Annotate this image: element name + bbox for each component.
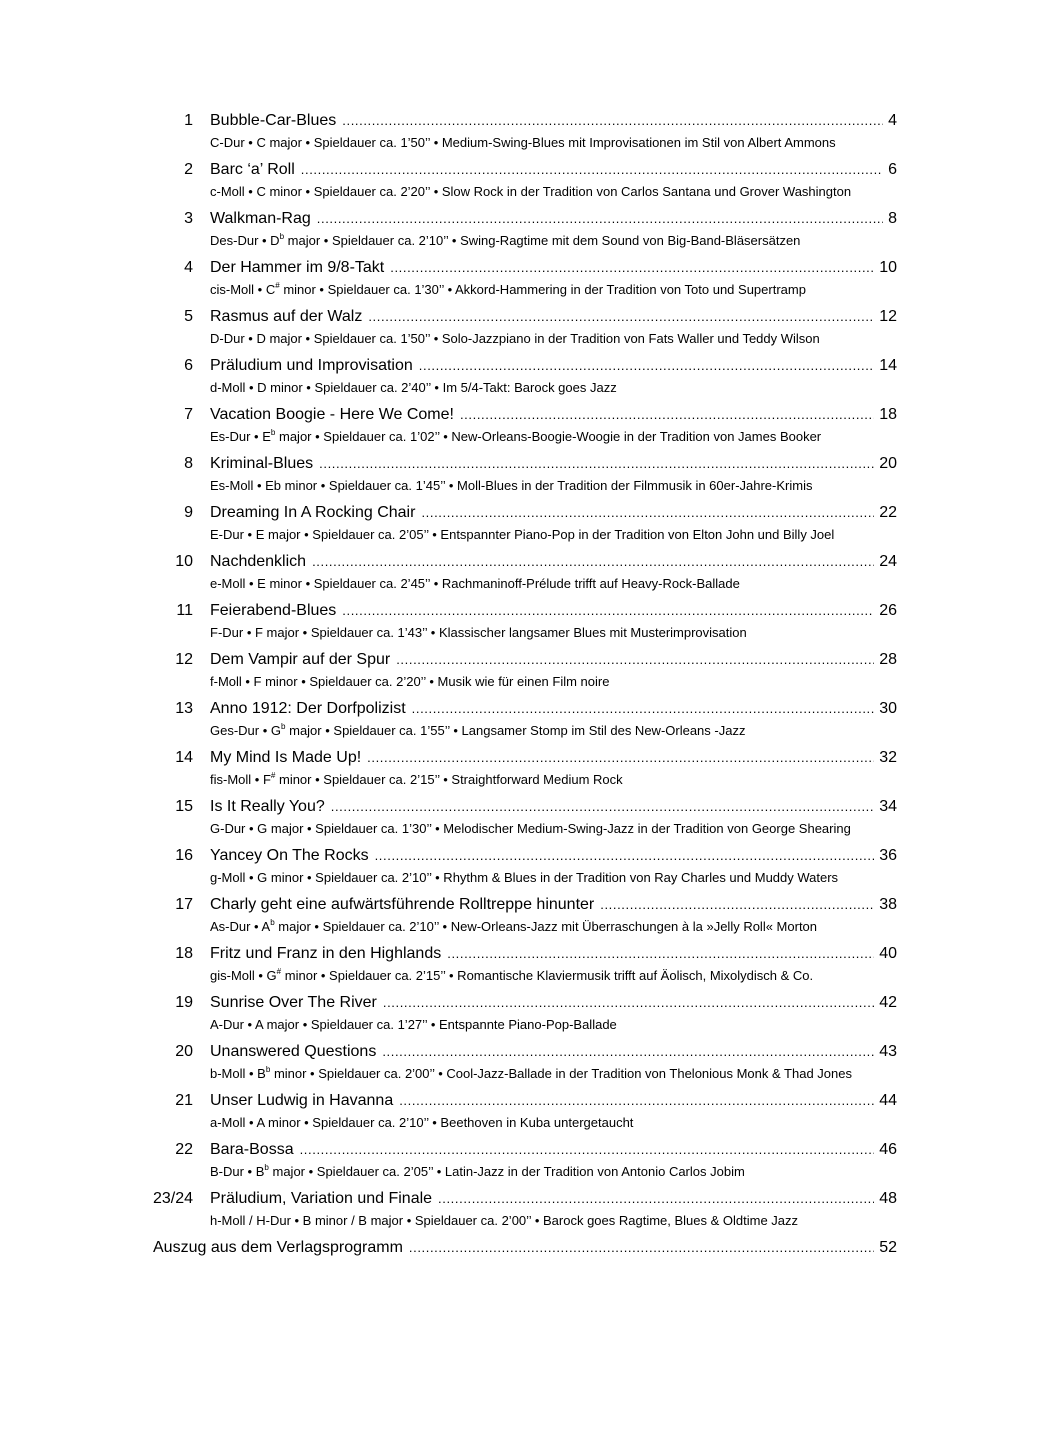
entry-title-row xyxy=(145,1139,897,1161)
entry-subtitle: Des-Dur • $D^b$ major • Spieldauer ca. 2’10’’ • Swing-Ragtime mit dem Sound von Big-Band-Bläsersätzen xyxy=(210,231,801,248)
toc-entry xyxy=(145,208,897,251)
toc-entry xyxy=(145,502,897,545)
entry-title-row xyxy=(145,1090,897,1112)
entry-title: Rasmus auf der Walz xyxy=(210,308,363,325)
entry-subtitle: B-Dur • $B^b$ major • Spieldauer ca. 2’05’’ • Latin-Jazz in der Tradition von Antonio Carlos Jobim xyxy=(210,1162,745,1179)
entry-title: Präludium, Variation und Finale xyxy=(210,1190,433,1207)
entry-page-number: 43 xyxy=(879,1043,897,1060)
entry-subtitle: C-Dur • C major • Spieldauer ca. 1’50’’ • Medium-Swing-Blues mit Improvisationen im Stil von Albert Ammons xyxy=(210,135,836,150)
entry-title-row xyxy=(145,306,897,328)
entry-page-number: 36 xyxy=(879,847,897,864)
entry-page-number: 20 xyxy=(879,455,897,472)
toc-entry xyxy=(145,1139,897,1182)
entry-title-row xyxy=(145,110,897,132)
toc-entry xyxy=(145,404,897,447)
entry-dot-leader xyxy=(317,208,883,230)
entry-dot-leader xyxy=(438,1188,874,1210)
entry-title-row xyxy=(145,845,897,867)
entry-page-number: 38 xyxy=(879,896,897,913)
entry-title-row xyxy=(145,649,897,671)
entry-title: Unanswered Questions xyxy=(210,1043,377,1060)
entry-title: Charly geht eine aufwärtsführende Rolltreppe hinunter xyxy=(210,896,595,913)
entry-page-number: 48 xyxy=(879,1190,897,1207)
entry-page-number: 14 xyxy=(879,357,897,374)
entry-number: 14 xyxy=(175,749,193,766)
entry-title-row xyxy=(145,894,897,916)
entry-page-number: 32 xyxy=(879,749,897,766)
entry-subtitle: D-Dur • D major • Spieldauer ca. 1’50’’ • Solo-Jazzpiano in der Tradition von Fats Waller und Teddy Wilson xyxy=(210,331,820,346)
entry-subtitle: f-Moll • F minor • Spieldauer ca. 2’20’’ • Musik wie für einen Film noire xyxy=(210,674,610,689)
entry-page-number: 46 xyxy=(879,1141,897,1158)
entry-title-row xyxy=(145,698,897,720)
entry-number: 4 xyxy=(184,259,193,276)
entry-dot-leader xyxy=(421,502,874,524)
entry-page-number: 10 xyxy=(879,259,897,276)
entry-title-row xyxy=(145,1188,897,1210)
entry-subtitle: Ges-Dur • $G^b$ major • Spieldauer ca. 1’55’’ • Langsamer Stomp im Stil des New-Orleans -Jazz xyxy=(210,721,746,738)
entry-title: Kriminal-Blues xyxy=(210,455,314,472)
entry-dot-leader xyxy=(367,747,874,769)
entry-title-row xyxy=(145,502,897,524)
entry-subtitle: d-Moll • D minor • Spieldauer ca. 2’40’’ • Im 5/4-Takt: Barock goes Jazz xyxy=(210,380,617,395)
entry-number: 15 xyxy=(175,798,193,815)
toc-entry xyxy=(145,649,897,692)
footer-page-number: 52 xyxy=(879,1239,897,1256)
entry-number: 19 xyxy=(175,994,193,1011)
toc-entry xyxy=(145,453,897,496)
entry-number: 17 xyxy=(175,896,193,913)
entry-page-number: 34 xyxy=(879,798,897,815)
entry-subtitle: fis-Moll • F# minor • Spieldauer ca. 2’15’’ • Straightforward Medium Rock xyxy=(210,770,623,787)
entry-title: Dem Vampir auf der Spur xyxy=(210,651,391,668)
entry-dot-leader xyxy=(600,894,874,916)
entry-page-number: 42 xyxy=(879,994,897,1011)
toc-entry xyxy=(145,1188,897,1231)
toc-entry xyxy=(145,355,897,398)
footer-row xyxy=(145,1237,897,1259)
entry-number: 18 xyxy=(175,945,193,962)
entry-subtitle: e-Moll • E minor • Spieldauer ca. 2’45’’ • Rachmaninoff-Prélude trifft auf Heavy-Rock-Ballade xyxy=(210,576,740,591)
entry-number: 22 xyxy=(175,1141,193,1158)
entry-dot-leader xyxy=(383,992,874,1014)
entry-number: 9 xyxy=(184,504,193,521)
toc-entry xyxy=(145,698,897,741)
entry-subtitle: Es-Dur • $E^b$ major • Spieldauer ca. 1’02’’ • New-Orleans-Boogie-Woogie in der Tradition von James Booker xyxy=(210,427,822,444)
entry-dot-leader xyxy=(331,796,874,818)
entry-title-row xyxy=(145,208,897,230)
entry-title-row xyxy=(145,355,897,377)
entry-title-row xyxy=(145,747,897,769)
entry-dot-leader xyxy=(312,551,874,573)
entry-number: 3 xyxy=(184,210,193,227)
entry-title: Anno 1912: Der Dorfpolizist xyxy=(210,700,406,717)
entry-title: Feierabend-Blues xyxy=(210,602,337,619)
entry-title: Vacation Boogie - Here We Come! xyxy=(210,406,454,423)
entry-dot-leader xyxy=(419,355,874,377)
entry-page-number: 22 xyxy=(879,504,897,521)
entry-page-number: 28 xyxy=(879,651,897,668)
toc-entry xyxy=(145,894,897,937)
entry-title: Barc ‘a’ Roll xyxy=(210,161,295,178)
entry-dot-leader xyxy=(447,943,874,965)
entry-title: Dreaming In A Rocking Chair xyxy=(210,504,416,521)
entry-title: Is It Really You? xyxy=(210,798,325,815)
entry-title: Unser Ludwig in Havanna xyxy=(210,1092,394,1109)
entry-page-number: 24 xyxy=(879,553,897,570)
entry-number: 2 xyxy=(184,161,193,178)
entry-title: My Mind Is Made Up! xyxy=(210,749,362,766)
entry-subtitle: E-Dur • E major • Spieldauer ca. 2’05’’ • Entspannter Piano-Pop in der Tradition von Elton John und Billy Joel xyxy=(210,527,835,542)
toc-entry xyxy=(145,747,897,790)
toc-entry xyxy=(145,845,897,888)
toc-entry xyxy=(145,1041,897,1084)
entry-subtitle: As-Dur • $A^b$ major • Spieldauer ca. 2’10’’ • New-Orleans-Jazz mit Überraschungen à la »Jelly Roll« Morton xyxy=(210,917,818,934)
entry-number: 10 xyxy=(175,553,193,570)
toc-entry xyxy=(145,600,897,643)
entry-subtitle: h-Moll / H-Dur • B minor / B major • Spieldauer ca. 2’00’’ • Barock goes Ragtime, Blues & Oldtime Jazz xyxy=(210,1213,799,1228)
entry-title-row xyxy=(145,600,897,622)
entry-title-row xyxy=(145,992,897,1014)
entry-subtitle: a-Moll • A minor • Spieldauer ca. 2’10’’ • Beethoven in Kuba untergetaucht xyxy=(210,1115,634,1130)
entry-number: 20 xyxy=(175,1043,193,1060)
entry-title-row xyxy=(145,453,897,475)
entry-page-number: 40 xyxy=(879,945,897,962)
entry-number: 13 xyxy=(175,700,193,717)
toc-list xyxy=(145,110,897,1231)
entry-subtitle: A-Dur • A major • Spieldauer ca. 1’27’’ • Entspannte Piano-Pop-Ballade xyxy=(210,1017,617,1032)
entry-number: 5 xyxy=(184,308,193,325)
entry-dot-leader xyxy=(368,306,874,328)
entry-title: Nachdenklich xyxy=(210,553,307,570)
entry-dot-leader xyxy=(342,600,874,622)
toc-entry xyxy=(145,943,897,986)
footer-dot-leader xyxy=(409,1237,874,1259)
entry-title-row xyxy=(145,1041,897,1063)
table-of-contents xyxy=(145,110,897,1259)
entry-number: 16 xyxy=(175,847,193,864)
entry-page-number: 44 xyxy=(879,1092,897,1109)
entry-dot-leader xyxy=(396,649,874,671)
entry-number: 7 xyxy=(184,406,193,423)
entry-title: Präludium und Improvisation xyxy=(210,357,413,374)
entry-title: Fritz und Franz in den Highlands xyxy=(210,945,442,962)
entry-subtitle: cis-Moll • C# minor • Spieldauer ca. 1’30’’ • Akkord-Hammering in der Tradition von Toto und Supertramp xyxy=(210,280,806,297)
entry-dot-leader xyxy=(342,110,883,132)
entry-title: Der Hammer im 9/8-Takt xyxy=(210,259,385,276)
entry-dot-leader xyxy=(301,159,883,181)
entry-page-number: 12 xyxy=(879,308,897,325)
toc-entry xyxy=(145,992,897,1035)
entry-title-row xyxy=(145,404,897,426)
entry-title-row xyxy=(145,551,897,573)
entry-number: 12 xyxy=(175,651,193,668)
entry-dot-leader xyxy=(460,404,874,426)
entry-subtitle: c-Moll • C minor • Spieldauer ca. 2’20’’ • Slow Rock in der Tradition von Carlos Santana und Grover Washington xyxy=(210,184,852,199)
entry-dot-leader xyxy=(300,1139,875,1161)
entry-number: 11 xyxy=(176,602,193,619)
entry-page-number: 6 xyxy=(888,161,897,178)
entry-subtitle: gis-Moll • G# minor • Spieldauer ca. 2’15’’ • Romantische Klaviermusik trifft auf Äolisch, Mixolydisch & Co. xyxy=(210,966,814,983)
entry-dot-leader xyxy=(412,698,875,720)
entry-dot-leader xyxy=(390,257,874,279)
entry-number: 21 xyxy=(175,1092,193,1109)
footer-label: Auszug aus dem Verlagsprogramm xyxy=(153,1239,403,1256)
toc-entry xyxy=(145,1090,897,1133)
entry-title: Bubble-Car-Blues xyxy=(210,112,337,129)
toc-entry xyxy=(145,306,897,349)
entry-title-row xyxy=(145,159,897,181)
entry-number: 1 xyxy=(184,112,193,129)
entry-page-number: 26 xyxy=(879,602,897,619)
toc-entry xyxy=(145,257,897,300)
entry-subtitle: F-Dur • F major • Spieldauer ca. 1’43’’ • Klassischer langsamer Blues mit Musterimprovisation xyxy=(210,625,747,640)
entry-dot-leader xyxy=(382,1041,874,1063)
entry-number: 23/24 xyxy=(152,1190,193,1207)
entry-page-number: 8 xyxy=(888,210,897,227)
entry-title-row xyxy=(145,943,897,965)
entry-subtitle: g-Moll • G minor • Spieldauer ca. 2’10’’ • Rhythm & Blues in der Tradition von Ray Charles und Muddy Waters xyxy=(210,870,839,885)
toc-entry xyxy=(145,159,897,202)
entry-page-number: 18 xyxy=(879,406,897,423)
toc-entry xyxy=(145,796,897,839)
entry-number: 6 xyxy=(184,357,193,374)
entry-dot-leader xyxy=(399,1090,874,1112)
entry-title: Sunrise Over The River xyxy=(210,994,377,1011)
entry-subtitle: b-Moll • $B^b$ minor • Spieldauer ca. 2’00’’ • Cool-Jazz-Ballade in der Tradition von Thelonious Monk & Thad Jones xyxy=(210,1064,852,1081)
entry-number: 8 xyxy=(184,455,193,472)
entry-page-number: 30 xyxy=(879,700,897,717)
entry-subtitle: Es-Moll • Eb minor • Spieldauer ca. 1’45’’ • Moll-Blues in der Tradition der Filmmusik in 60er-Jahre-Krimis xyxy=(210,478,813,493)
entry-title-row xyxy=(145,796,897,818)
entry-dot-leader xyxy=(375,845,875,867)
entry-title: Bara-Bossa xyxy=(210,1141,294,1158)
toc-entry xyxy=(145,110,897,153)
entry-dot-leader xyxy=(319,453,874,475)
entry-title: Yancey On The Rocks xyxy=(210,847,369,864)
entry-page-number: 4 xyxy=(888,112,897,129)
toc-entry xyxy=(145,551,897,594)
entry-title: Walkman-Rag xyxy=(210,210,311,227)
entry-subtitle: G-Dur • G major • Spieldauer ca. 1’30’’ • Melodischer Medium-Swing-Jazz in der Tradition von George Shearing xyxy=(210,821,851,836)
entry-title-row xyxy=(145,257,897,279)
